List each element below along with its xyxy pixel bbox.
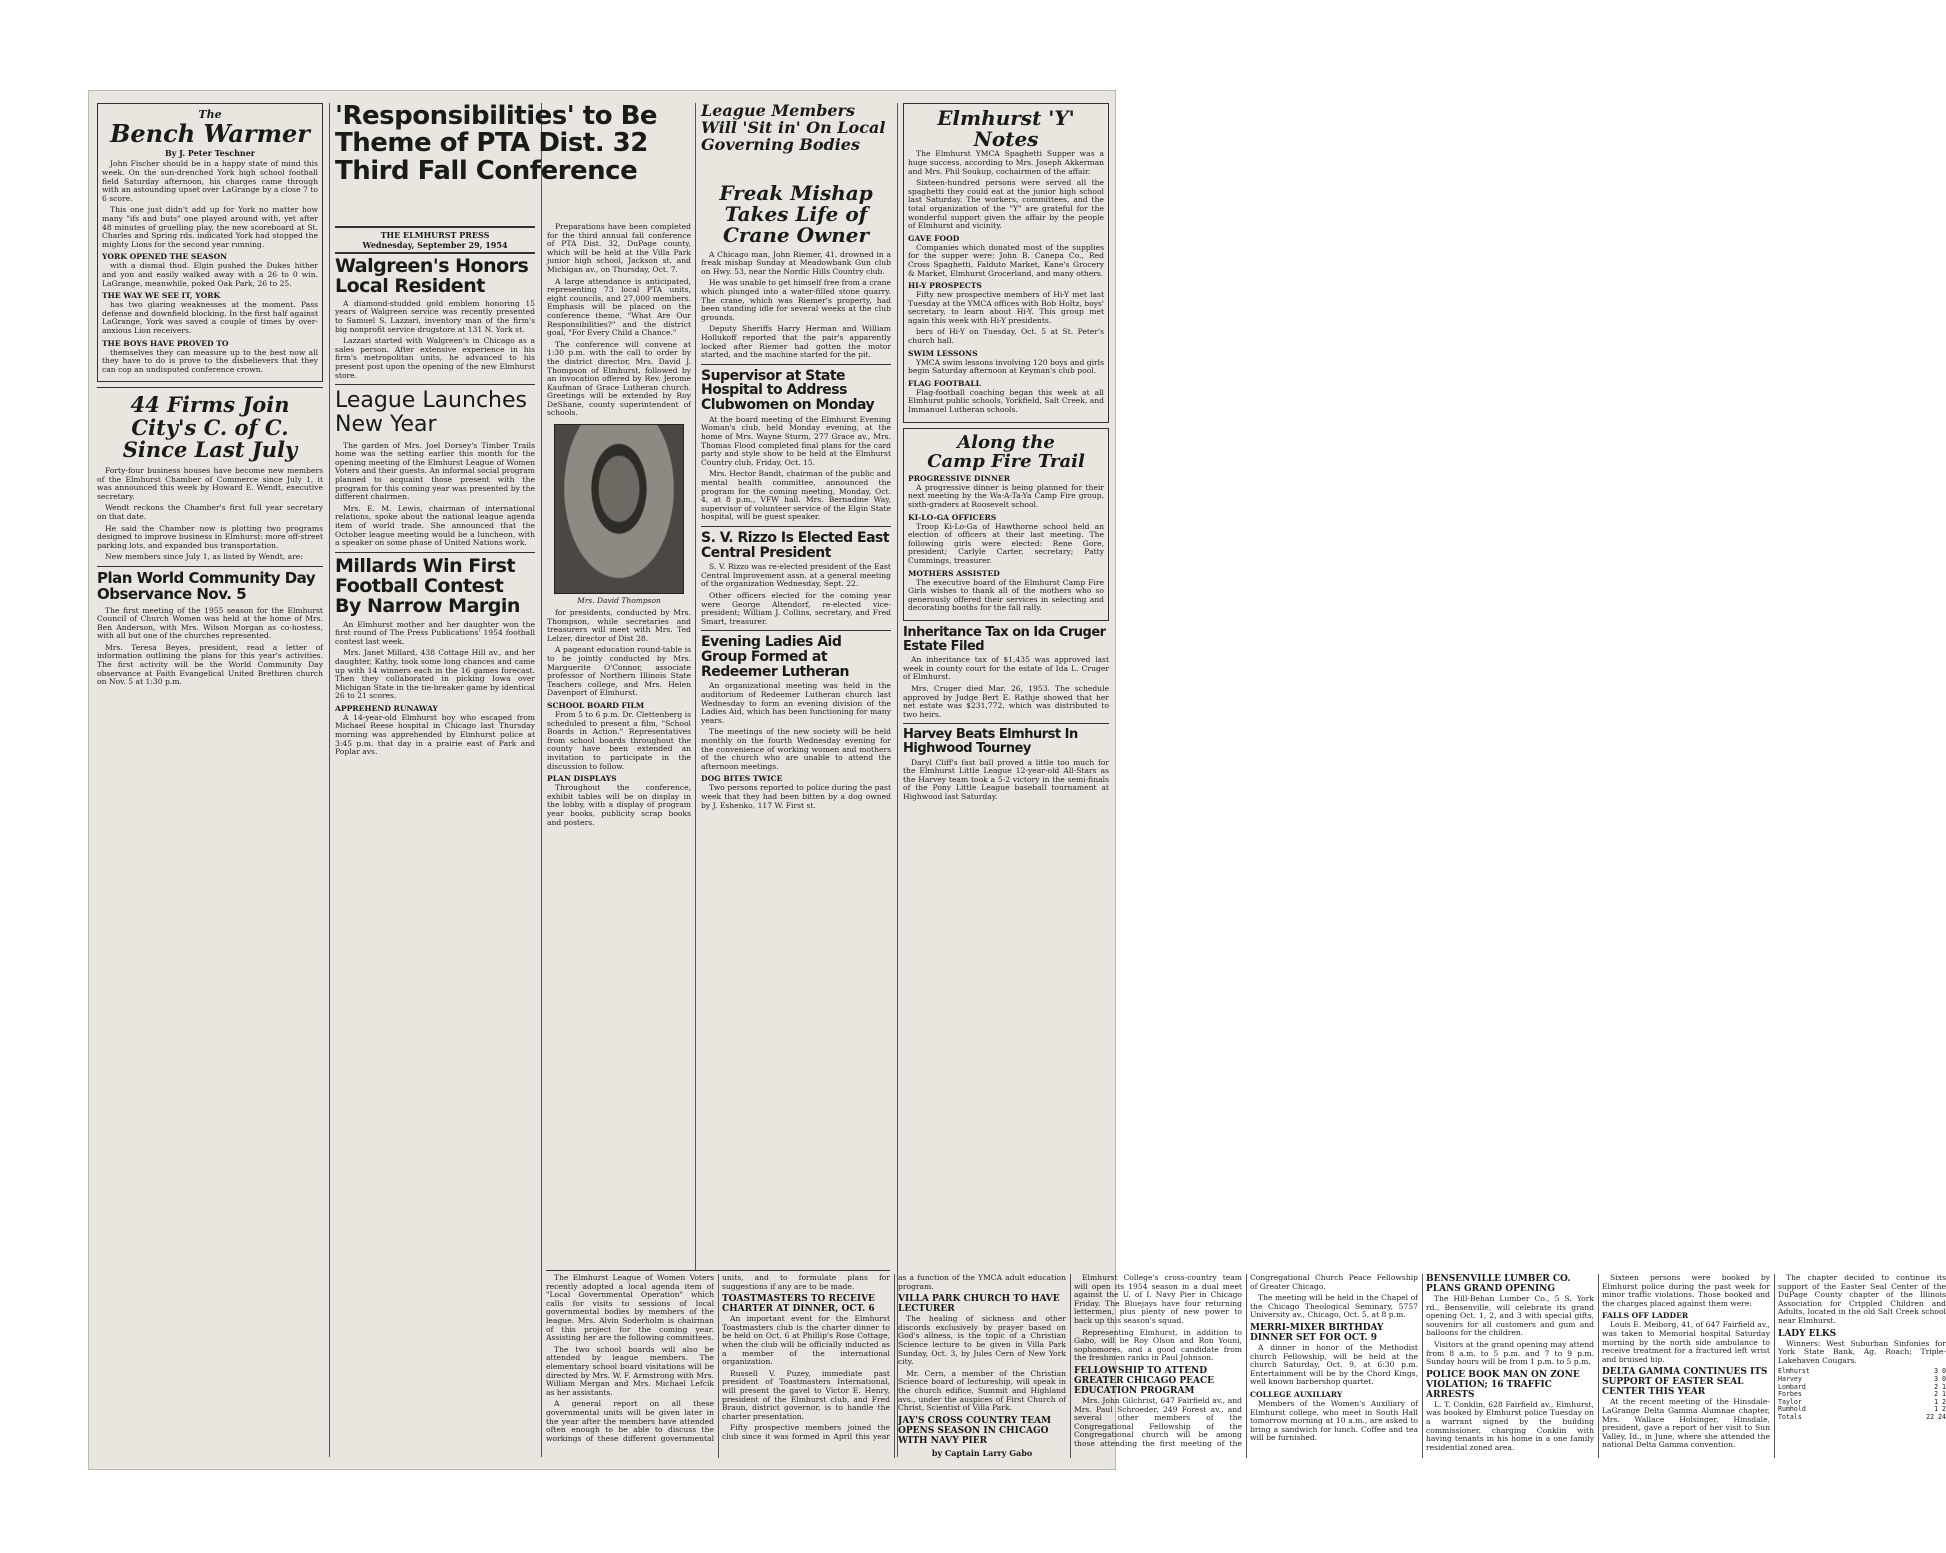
merri-mixer-paragraph: Members of the Women's Auxiliary of Elmhurst college, who meet in South Hall tomorrow morning at 10 a.m., are asked to bring a sandwich for lunch. Coffee and tea will be furnished. — [1250, 1398, 1418, 1443]
y-notes-paragraph: Flag-football coaching began this week at all Elmhurst public schools, Yorkfield, Salt Creek, and Immanuel Lutheran schools. — [908, 387, 1105, 415]
standings-team: Taylor — [1778, 1397, 1802, 1406]
standings-team: Forbes — [1778, 1390, 1802, 1399]
cross-country-paragraph: Elmhurst College's cross-country team will open its 1954 season in a dual meet against the U. of I. Navy Pier in Chicago Friday. The Bluejays have four returning lettermen, plus plenty of new power to back up this season's squad. — [1074, 1273, 1242, 1325]
standings-team: Rumhold — [1778, 1405, 1806, 1414]
bench-warmer-paragraph: with a dismal thud. Elgin pushed the Dukes hither and yon and easily walked away with a 26 to 0 win. LaGrange, meanwhile, poked Oak Park, 26 to 25. — [102, 261, 318, 288]
camp-fire-title-1: Along the — [957, 431, 1055, 453]
lady-elks-headline: LADY ELKS — [1778, 1328, 1837, 1339]
thompson-paragraph: Throughout the conference, exhibit tables will be on display in the lobby, with a display of program year books, publicity scrap books and posters. — [547, 783, 691, 827]
camp-fire-paragraph: The executive board of the Elmhurst Camp Fire Girls wishes to thank all of the mothers who so generously offered their services in selecting and decorating booths for the fall rally. — [908, 577, 1104, 613]
bench-warmer-title: Bench Warmer — [110, 119, 310, 148]
world-community-paragraph: The first meeting of the 1955 season for the Elmhurst Council of Church Women was held at the home of Mrs. Ben Anderson, with Mrs. Wilson Morgan as co-hostess, with all but one of the churches represented. — [97, 605, 323, 641]
delta-gamma-headline: DELTA GAMMA CONTINUES ITS SUPPORT OF EASTER SEAL CENTER THIS YEAR — [1602, 1367, 1768, 1398]
fellowship-paragraph: The meeting will be held in the Chapel of the Chicago Theological Seminary, 5757 University av., Chicago, Oct. 5, at 8 p.m. — [1250, 1293, 1418, 1320]
bench-warmer-subhead: THE BOYS HAVE PROVED TO — [102, 338, 229, 348]
y-notes-paragraph: Companies which donated most of the supplies for the supper were: John B. Canepa Co., Red Cross Spaghetti, Falduto Market, Kane's Grocery & Market, Elmhurst Grocerland, and many others. — [908, 242, 1104, 278]
camp-fire-subhead: PROGRESSIVE DINNER — [908, 473, 1011, 483]
league-sitin-paragraph: The Elmhurst League of Women Voters recently adopted a local agenda item of "Local Governmental Operation" which calls for visits to sessions of local governmental bodies by members of the league. Mrs. Alvin Soderholm is chairman of this project for the coming year. Assisting her are the following committees. — [546, 1273, 714, 1343]
firms-paragraph: New members since July 1, as listed by Wendt, are: — [105, 552, 303, 562]
fellowship-headline: FELLOWSHIP TO ATTEND GREATER CHICAGO PEACE EDUCATION PROGRAM — [1074, 1365, 1215, 1396]
y-notes-subhead: SWIM LESSONS — [908, 348, 978, 358]
world-community-paragraph: Mrs. Teresa Beyes, president, read a letter of information outlining the plans for this year's activities. The first activity will be the World Community Day observance at Faith Evangelical United Brethren church on Nov. 5 at 1:30 p.m. — [97, 642, 323, 687]
police-paragraph: Sixteen persons were booked by Elmhurst police during the past week for minor traffic violations. Those booked and the charges placed against them were: — [1602, 1273, 1770, 1308]
delta-gamma-paragraph: At the recent meeting of the Hinsdale-LaGrange Delta Gamma Alumnae chapter, Mrs. Wallace Holsinger, Hinsdale, president, gave a report of her visit to Sun Valley, Id., in June, where she attended the national Delta Gamma convention. — [1602, 1397, 1770, 1450]
camp-fire-paragraph: A progressive dinner is being planned for their next meeting by the Wa-A-Ta-Ya Camp Fire group, sixth-graders at Roosevelt school. — [908, 482, 1104, 509]
bench-warmer-byline: By J. Peter Teschner — [164, 148, 256, 159]
walgreens-paragraph: A diamond-studded gold emblem honoring 15 years of Walgreen service was recently presented to Samuel S. Lazzari, inventory man of the firm's big nonprofit service drugstore at 131 N. York st. — [335, 298, 535, 334]
firms-paragraph: Forty-four business houses have become new members of the Elmhurst Chamber of Commerce since July 1, it was announced this week by Howard E. Wendt, executive secretary. — [97, 466, 323, 501]
evening-ladies-paragraph: An organizational meeting was held in the auditorium of Redeemer Lutheran church last Wednesday to form an evening division of the Ladies Aid, which has been functioning for many years. — [701, 681, 891, 725]
toastmasters-paragraph: Russell V. Puzey, immediate past president of Toastmasters International, will present the gavel to Victor E. Henry, president of the Elmhurst club, and Fred Braun, district governor, is to handle the charter presentation. — [722, 1368, 890, 1421]
firms-headline: 44 Firms Join City's C. of C. Since Last July — [122, 392, 298, 462]
league-sitin-headline: League Members Will 'Sit in' On Local Governing Bodies — [701, 101, 886, 154]
standings-record: 1 2 — [1934, 1405, 1946, 1414]
police-paragraph: L. T. Conklin, 628 Fairfield av., Elmhurst, was booked by Elmhurst police Tuesday on a warrant signed by the building commissioner, charging Conklin with having tenants in his home in a one family residential zoned area. — [1426, 1399, 1594, 1452]
inheritance-paragraph: Mrs. Cruger died Mar. 26, 1953. The schedule approved by Judge Bert E. Rathje showed that her net estate was $231,772, which was distributed to two heirs. — [903, 683, 1109, 719]
merri-mixer-subhead: COLLEGE AUXILIARY — [1250, 1389, 1343, 1399]
fellowship-paragraph: Mrs. John Gilchrist, 647 Fairfield av., and Mrs. Paul Schroeder, 249 Forest av., and several other members of the Congregational Fellowship of the Congregational church will be among those attending the first meeting of the Congregational Church Peace Fellowship of Greater Chicago. — [1074, 1273, 1418, 1448]
toastmasters-headline: TOASTMASTERS TO RECEIVE CHARTER AT DINNER, OCT. 6 — [722, 1294, 875, 1315]
lady-elks-paragraph: Winners: West Suburban Sinfonies for York State Bank, Ag. Roach; Triple-Lakehaven Cougars. — [1778, 1338, 1946, 1365]
standings-team: Elmhurst — [1778, 1367, 1810, 1376]
standings-record: 3 0 — [1934, 1367, 1946, 1376]
supervisor-paragraph: Mrs. Hector Bandt, chairman of the public and mental health committee, announced the program for the coming meeting, Monday, Oct. 4, at 8 p.m., VFW hall. Mrs. Bernadine Way, supervisor of volunteer service of the Elgin State hospital, will be guest speaker. — [701, 469, 891, 522]
y-notes-subhead: GAVE FOOD — [908, 233, 960, 243]
merri-mixer-article — [1250, 1323, 1418, 1443]
standings-table — [1778, 1368, 1946, 1421]
pta-paragraph: The conference will convene at 1:30 p.m. with the call to order by the district director, Mrs. David J. Thompson of Elmhurst, followed by an invocation offered by Rev. Jerome Kaufman of Grace Lutheran church. Greetings will be extended by Roy DeShane, county superintendent of schools. — [547, 339, 691, 418]
thompson-subhead: SCHOOL BOARD FILM — [547, 701, 645, 710]
toastmasters-paragraph: An important event for the Elmhurst Toastmasters club is the charter dinner to be held on Oct. 6 at Phillip's Rose Cottage, when the club will be officially inducted as a member of the international organization. — [722, 1314, 890, 1367]
millards-paragraph: Mrs. Janet Millard, 438 Cottage Hill av., and her daughter, Kathy, took some long chances and came up with 14 winners each in the 16 games forecast. Then they collaborated in picking Iowa over Michigan State in the tie-breaker game by identical 26 to 21 scores. — [335, 648, 535, 701]
villa-park-paragraph: Mr. Cern, a member of the Christian Science board of lectureship, will speak in the church edifice, Summit and Highland avs., under the auspices of First Church of Christ, Scientist of Villa Park. — [898, 1368, 1066, 1413]
merri-mixer-headline: MERRI-MIXER BIRTHDAY DINNER SET FOR OCT. 9 — [1250, 1322, 1384, 1343]
y-notes-paragraph: Sixteen-hundred persons were served all the spaghetti they could eat at the junior high school last Saturday. The workers, committees, and the total organization of the "Y" are grateful for the wonderful support given the affair by the people of Elmhurst and vicinity. — [908, 178, 1104, 231]
pta-headline: 'Responsibilities' to Be Theme of PTA Dist. 32 Third Fall Conference — [335, 101, 658, 186]
pta-paragraph: Preparations have been completed for the third annual fall conference of PTA Dist. 32, DuPage county, which will be held at the Villa Park junior high school, Jackson st. and Michigan av., on Thursday, Oct. 7. — [547, 222, 691, 274]
y-notes-subhead: FLAG FOOTBALL — [908, 378, 982, 388]
league-sitin-paragraph: The two school boards will also be attended by league members. The elementary school board visitations will be directed by Mrs. W. F. Armstrong with Mrs. William Mergan and Mrs. Michael Lefcik as her assistants. — [546, 1344, 714, 1397]
world-community-headline: Plan World Community Day Observance Nov. 5 — [97, 569, 316, 603]
bench-warmer-paragraph: themselves they can measure up to the best now all they have to do is prove to the disbelievers that they can cop an undisputed conference crown. — [102, 347, 318, 374]
millards-subhead: APPREHEND RUNAWAY — [335, 703, 438, 713]
thompson-paragraph: From 5 to 6 p.m. Dr. Clettenberg is scheduled to present a film, "School Boards in Action." Representatives from school boards throughout the county have been extended an invitation to participate in the discussion to follow. — [547, 710, 691, 771]
bensenville-paragraph: The Hill-Behan Lumber Co., 5 S. York rd., Bensenville, will celebrate its grand opening Oct. 1, 2, and 3 with special gifts, souvenirs for all customers and gum and balloons for the children. — [1426, 1294, 1594, 1338]
y-notes-subhead: HI-Y PROSPECTS — [908, 281, 982, 291]
y-notes-paragraph: The Elmhurst YMCA Spaghetti Supper was a huge success, according to Mrs. Joseph Akkerman and Mrs. Phil Soukup, cochairmen of the affair. — [908, 149, 1104, 176]
inheritance-headline: Inheritance Tax on Ida Cruger Estate Filed — [903, 624, 1106, 654]
camp-fire-paragraph: Troop Ki-Lo-Ga of Hawthorne school held an election of officers at their last meeting. The following girls were elected: Rene Gore, president; Carlyle Carter, secretary; Patty Cummings, treasurer. — [908, 521, 1104, 565]
pta-paragraph: A large attendance is anticipated, representing 73 local PTA units, eight councils, and 27,000 members. Emphasis will be placed on the conference theme, "What Are Our Responsibilities?" and the district goal, "For Every Child a Chance." — [547, 276, 691, 338]
standings-row — [1778, 1406, 1946, 1414]
thompson-paragraph: A pageant education round-table is to be jointly conducted by Mrs. Marguerite O'Connor, associate professor of Northern Illinois State Teachers college, and Mrs. Helen Davenport of Elmhurst. — [547, 645, 691, 698]
merri-mixer-paragraph: A dinner in honor of the Methodist church Fellowship, will be held at the church Saturday, Oct. 9, at 6:30 p.m. Entertainment will be by the Chord Kings, well known barbershop quartet. — [1250, 1342, 1418, 1387]
rizzo-paragraph: S. V. Rizzo was re-elected president of the East Central Improvement assn. at a general meeting of the organization Wednesday, Sept. 22. — [701, 562, 891, 589]
camp-fire-subhead: KI-LO-GA OFFICERS — [908, 512, 997, 522]
thompson-paragraph: for presidents, conducted by Mrs. Thompson, while secretaries and treasurers will meet with Mrs. Ted Lelzer, director of Dist 28. — [547, 608, 691, 643]
delta-gamma-paragraph: The chapter decided to continue its support of the Easter Seal Center of the DuPage County chapter of the Illinois Association for Crippled Children and Adults, located in the old Salt Creek school near Elmhurst. — [1778, 1273, 1946, 1325]
photo-caption: Mrs. David Thompson — [577, 596, 661, 606]
cross-country-byline: by Captain Larry Gabo — [931, 1447, 1033, 1458]
villa-park-article — [898, 1294, 1066, 1413]
firms-paragraph: Wendt reckons the Chamber's first full year secretary on that date. — [97, 503, 323, 522]
millards-headline: Millards Win First Football Contest By Narrow Margin — [335, 554, 520, 617]
standings-row — [1778, 1384, 1946, 1392]
freak-mishap-headline: Freak Mishap Takes Life of Crane Owner — [719, 181, 873, 248]
condensed-layer — [88, 90, 1946, 1470]
league-paragraph: The garden of Mrs. Joel Dorsey's Timber Trails home was the setting earlier this month for the opening meeting of the Elmhurst League of Women Voters and their guests. An informal social program planned to acquaint those present with the program for this coming year was presented by the different chairmen. — [335, 440, 535, 502]
y-notes-paragraph: Fifty new prospective members of Hi-Y met last Tuesday at the YMCA offices with Bob Holtz, boys' secretary, to learn about Hi-Y. This group met again this week with Hi-Y presidents. — [908, 290, 1104, 325]
lady-elks-article — [1778, 1329, 1946, 1422]
police-headline: POLICE BOOK MAN ON ZONE VIOLATION; 16 TRAFFIC ARRESTS — [1426, 1369, 1580, 1400]
inheritance-paragraph: An inheritance tax of $1,435 was approved last week in county court for the estate of Ida L. Cruger of Elmhurst. — [903, 655, 1109, 682]
bensenville-article — [1426, 1274, 1594, 1367]
millards-paragraph: An Elmhurst mother and her daughter won the first round of The Press Publications' 1954 football contest last week. — [335, 619, 535, 646]
standings-row — [1778, 1368, 1946, 1376]
bench-warmer-paragraph: This one just didn't add up for York no matter how many "ifs and buts" one played around with, yet after 48 minutes of gruelling play, the new scoreboard at St. Charles and Spring rds. indicated York had stopped the mighty Lions for the second year running. — [102, 205, 318, 249]
evening-ladies-subhead: DOG BITES TWICE — [701, 774, 783, 784]
police-subhead: FALLS OFF LADDER — [1602, 1311, 1689, 1321]
camp-fire-subhead: MOTHERS ASSISTED — [908, 568, 1000, 578]
bensenville-headline: BENSENVILLE LUMBER CO. PLANS GRAND OPENING — [1426, 1274, 1571, 1294]
bench-warmer-subhead: YORK OPENED THE SEASON — [102, 252, 228, 262]
camp-fire-title-2: Camp Fire Trail — [927, 450, 1085, 472]
bench-warmer-subhead: THE WAY WE SEE IT, YORK — [102, 291, 221, 301]
standings-row — [1778, 1391, 1946, 1399]
rizzo-paragraph: Other officers elected for the coming year were George Altendorf, re-elected vice-president; William J. Collins, secretary, and Fred Smart, treasurer. — [701, 591, 891, 626]
standings-team: Totals — [1778, 1412, 1802, 1421]
standings-team: Lombard — [1778, 1382, 1806, 1391]
standings-record: 2 1 — [1934, 1390, 1946, 1399]
firms-paragraph: He said the Chamber now is plotting two programs designed to improve business in Elmhurst: more off-street parking lots, and expanded bus transportation. — [97, 523, 323, 550]
walgreens-headline: Walgreen's Honors Local Resident — [335, 255, 529, 297]
league-paragraph: Mrs. E. M. Lewis, chairman of international relations, spoke about the national league agenda item of world trade. She announced that the October league meeting would be a luncheon, with a speaker on some phase of United Nations work. — [335, 503, 535, 548]
league-sitin-paragraph: A general report on all these governmental units will be given later in the year after the members have attended often enough to be able to discuss the workings of these different governmental units, and to formulate plans for suggestions if any are to be made. — [546, 1273, 890, 1443]
millards-paragraph: A 14-year-old Elmhurst boy who escaped from Michael Reese hospital in Chicago last Thursday morning was apprehended by Elmhurst police at 3:45 p.m. that day in a prairie east of Park and Poplar avs. — [335, 712, 535, 757]
thompson-subhead: PLAN DISPLAYS — [547, 774, 617, 784]
condensed-articles — [546, 1270, 1946, 1458]
bench-warmer-paragraph: has two glaring weaknesses at the moment. Pass defense and downfield blocking. In the first half against LaGrange, York was saved a couple of times by over-anxious Lion receivers. — [102, 300, 318, 335]
freak-mishap-paragraph: He was unable to get himself free from a crane which plunged into a water-filled stone quarry. The crane, which was Riemer's property, had been standing idle for several weeks at the club grounds. — [701, 278, 892, 322]
evening-ladies-paragraph: Two persons reported to police during the past week that they had been bitten by a dog owned by J. Eshenko, 117 W. First st. — [701, 783, 891, 810]
harvey-paragraph: Daryl Cliff's fast ball proved a little too much for the Elmhurst Little League 12-year-old All-Stars as the Harvey team took a 5-2 victory in the semi-finals of the Pony Little League baseball tournament at Highwood last Saturday. — [903, 757, 1109, 801]
league-headline: League Launches New Year — [335, 388, 527, 438]
supervisor-paragraph: At the board meeting of the Elmhurst Evening Woman's club, held Monday evening, at the home of Mrs. Wayne Sturm, 277 Grace av., Mrs. Thomas Flood completed final plans for the card party and style show to be held at the Elmhurst Country club, Friday, Oct. 15. — [701, 414, 891, 467]
standings-record: 22 24 — [1926, 1412, 1946, 1421]
toastmasters-paragraph: Fifty prospective members joined the club since it was formed in April this year as a function of the YMCA adult education program. — [722, 1273, 1066, 1441]
y-notes-title: Elmhurst 'Y' Notes — [937, 106, 1075, 152]
masthead-paper-name: THE ELMHURST PRESS — [380, 230, 490, 240]
standings-record: 3 0 — [1934, 1374, 1946, 1383]
freak-mishap-paragraph: A Chicago man, John Riemer, 41, drowned in a freak mishap Sunday at Meadowbank Gun club on Hwy. 53, near the Nordic Hills Country club. — [701, 249, 891, 276]
supervisor-headline: Supervisor at State Hospital to Address Clubwomen on Monday — [701, 367, 875, 414]
standings-row — [1778, 1414, 1946, 1422]
y-notes-paragraph: YMCA swim lessons involving 120 boys and girls begin Saturday afternoon at Keyman's club pool. — [908, 357, 1104, 376]
top-scan-margin — [0, 0, 1200, 90]
villa-park-headline: VILLA PARK CHURCH TO HAVE LECTURER — [898, 1294, 1060, 1315]
bench-warmer-paragraph: John Fischer should be in a happy state of mind this week. On the sun-drenched York high school football field Saturday afternoon, his charges came through with an astounding upset over LaGrange by a close 7 to 6 score. — [102, 159, 318, 203]
villa-park-paragraph: The healing of sickness and other discords exclusively by prayer based on God's allness, is the topic of a Christian Science lecture to be given in Villa Park Sunday, Oct. 3, by Jules Cern of New York city. — [898, 1314, 1066, 1367]
rizzo-headline: S. V. Rizzo Is Elected East Central President — [701, 529, 890, 561]
evening-ladies-headline: Evening Ladies Aid Group Formed at Redeemer Lutheran — [701, 634, 850, 680]
freak-mishap-paragraph: Deputy Sheriffs Harry Herman and William Hollukoff reported that the pair's apparently locked after Riemer had gotten the motor started, and the machine started for the pit. — [701, 324, 891, 360]
evening-ladies-paragraph: The meetings of the new society will be held monthly on the fourth Wednesday evening for the convenience of working women and mothers of the church who are unable to attend the afternoon meetings. — [701, 727, 891, 771]
standings-team: Harvey — [1778, 1374, 1802, 1383]
bensenville-paragraph: Visitors at the grand opening may attend from 8 a.m. to 5 p.m. and 7 to 9 p.m. Sunday hours will be from 1 p.m. to 5 p.m. — [1426, 1339, 1594, 1367]
cross-country-headline: JAY'S CROSS COUNTRY TEAM OPENS SEASON IN CHICAGO WITH NAVY PIER — [898, 1415, 1052, 1446]
bottom-scan-margin — [0, 1470, 1200, 1553]
cross-country-paragraph: Representing Elmhurst, in addition to Gabo, will be Roy Olson and Ron Youni, sophomores, and a good candidate from the freshmen ranks in Paul Johnson. — [1074, 1327, 1242, 1363]
police-paragraph: Louis E. Meiborg, 41, of 647 Fairfield av., was taken to Memorial hospital Saturday morning by the north side ambulance to receive treatment for a fractured left wrist and bruised hip. — [1602, 1320, 1770, 1364]
standings-record: 1 2 — [1934, 1397, 1946, 1406]
bench-warmer-title-small: The — [198, 108, 222, 121]
harvey-headline: Harvey Beats Elmhurst In Highwood Tourney — [903, 727, 1078, 756]
walgreens-paragraph: Lazzari started with Walgreen's in Chicago as a sales person. After extensive experience in his firm's metropolitan units, he advanced to his present post upon the opening of the new Elmhurst store. — [335, 336, 535, 380]
standings-record: 2 1 — [1934, 1382, 1946, 1391]
masthead-date: Wednesday, September 29, 1954 — [362, 240, 508, 250]
y-notes-paragraph: bers of Hi-Y on Tuesday, Oct. 5 at St. Peter's church hall. — [908, 327, 1104, 346]
